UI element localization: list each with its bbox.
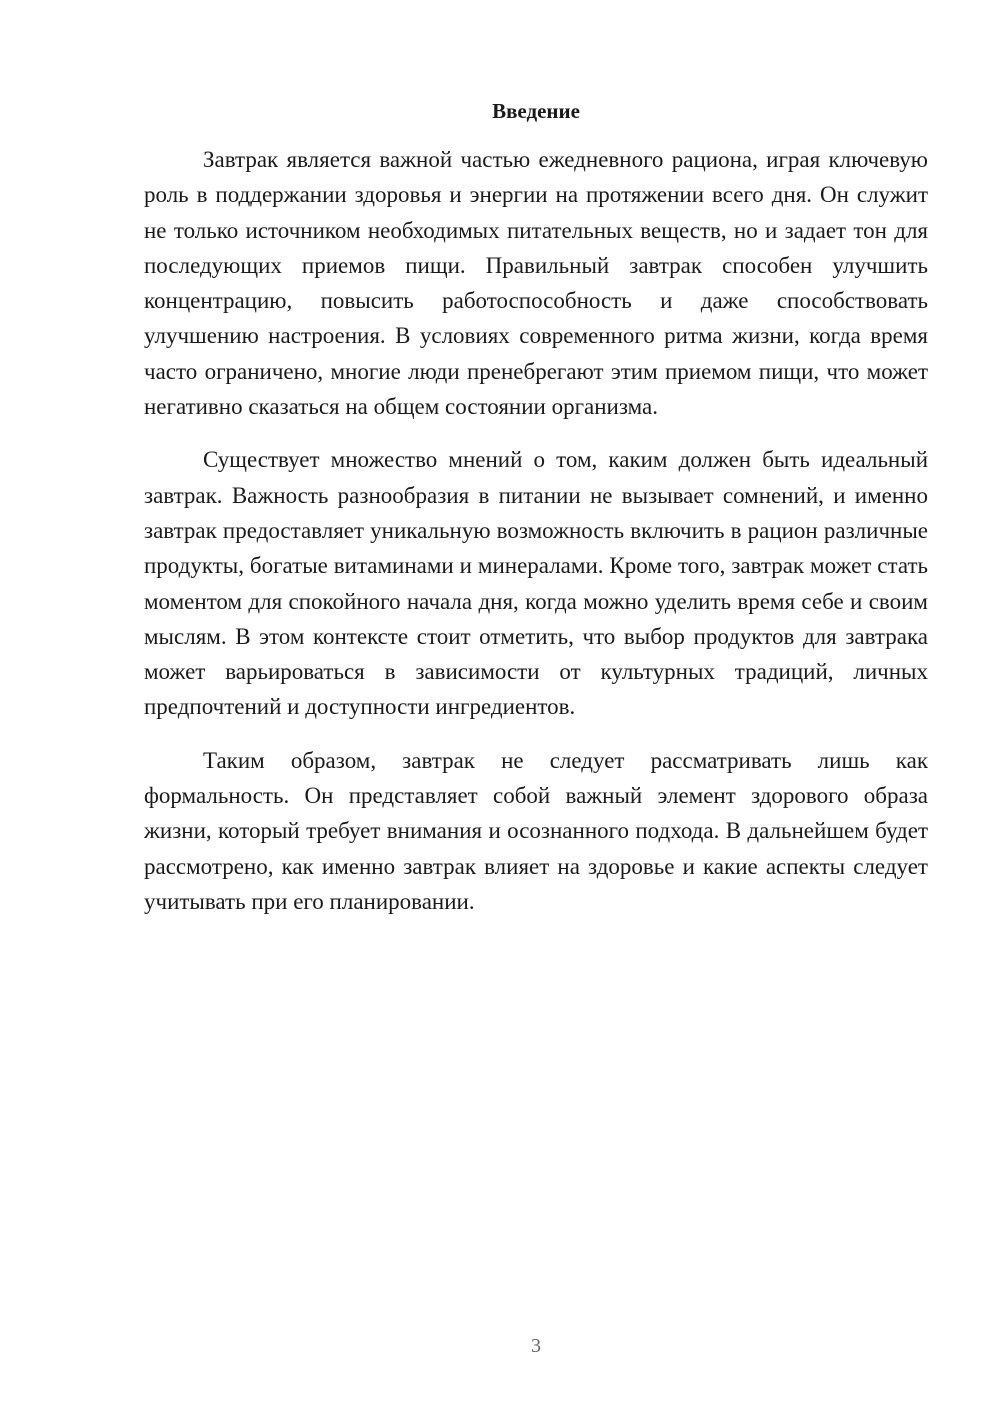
- document-body: [144, 142, 928, 937]
- page-number: 3: [531, 1335, 541, 1357]
- paragraph-3: Таким образом, завтрак не следует рассматривать лишь как формальность. Он представляет собой важный элемент здорового образа жизни, который требует внимания и осознанного подхода. В дальнейшем будет рассмотрено, как именно завтрак влияет на здоровье и какие аспекты следует учитывать при его планировании.: [144, 747, 928, 914]
- paragraph-1: Завтрак является важной частью ежедневного рациона, играя ключевую роль в поддержании здоровья и энергии на протяжении всего дня. Он служит не только источником необходимых питательных веществ, но и задает тон для последующих приемов пищи. Правильный завтрак способен улучшить концентрацию, повысить работоспособность и даже способствовать улучшению настроения. В условиях современного ритма жизни, когда время часто ограничено, многие люди пренебрегают этим приемом пищи, что может негативно сказаться на общем состоянии организма.: [144, 147, 928, 420]
- paragraph-2: Существует множество мнений о том, каким должен быть идеальный завтрак. Важность разнообразия в питании не вызывает сомнений, и именно завтрак предоставляет уникальную возможность включить в рацион различные продукты, богатые витаминами и минералами. Кроме того, завтрак может стать моментом для спокойного начала дня, когда можно уделить время себе и своим мыслям. В этом контексте стоит отметить, что выбор продуктов для завтрака может варьироваться в зависимости от культурных традиций, личных предпочтений и доступности ингредиентов.: [144, 447, 928, 720]
- section-heading: Введение: [492, 99, 580, 123]
